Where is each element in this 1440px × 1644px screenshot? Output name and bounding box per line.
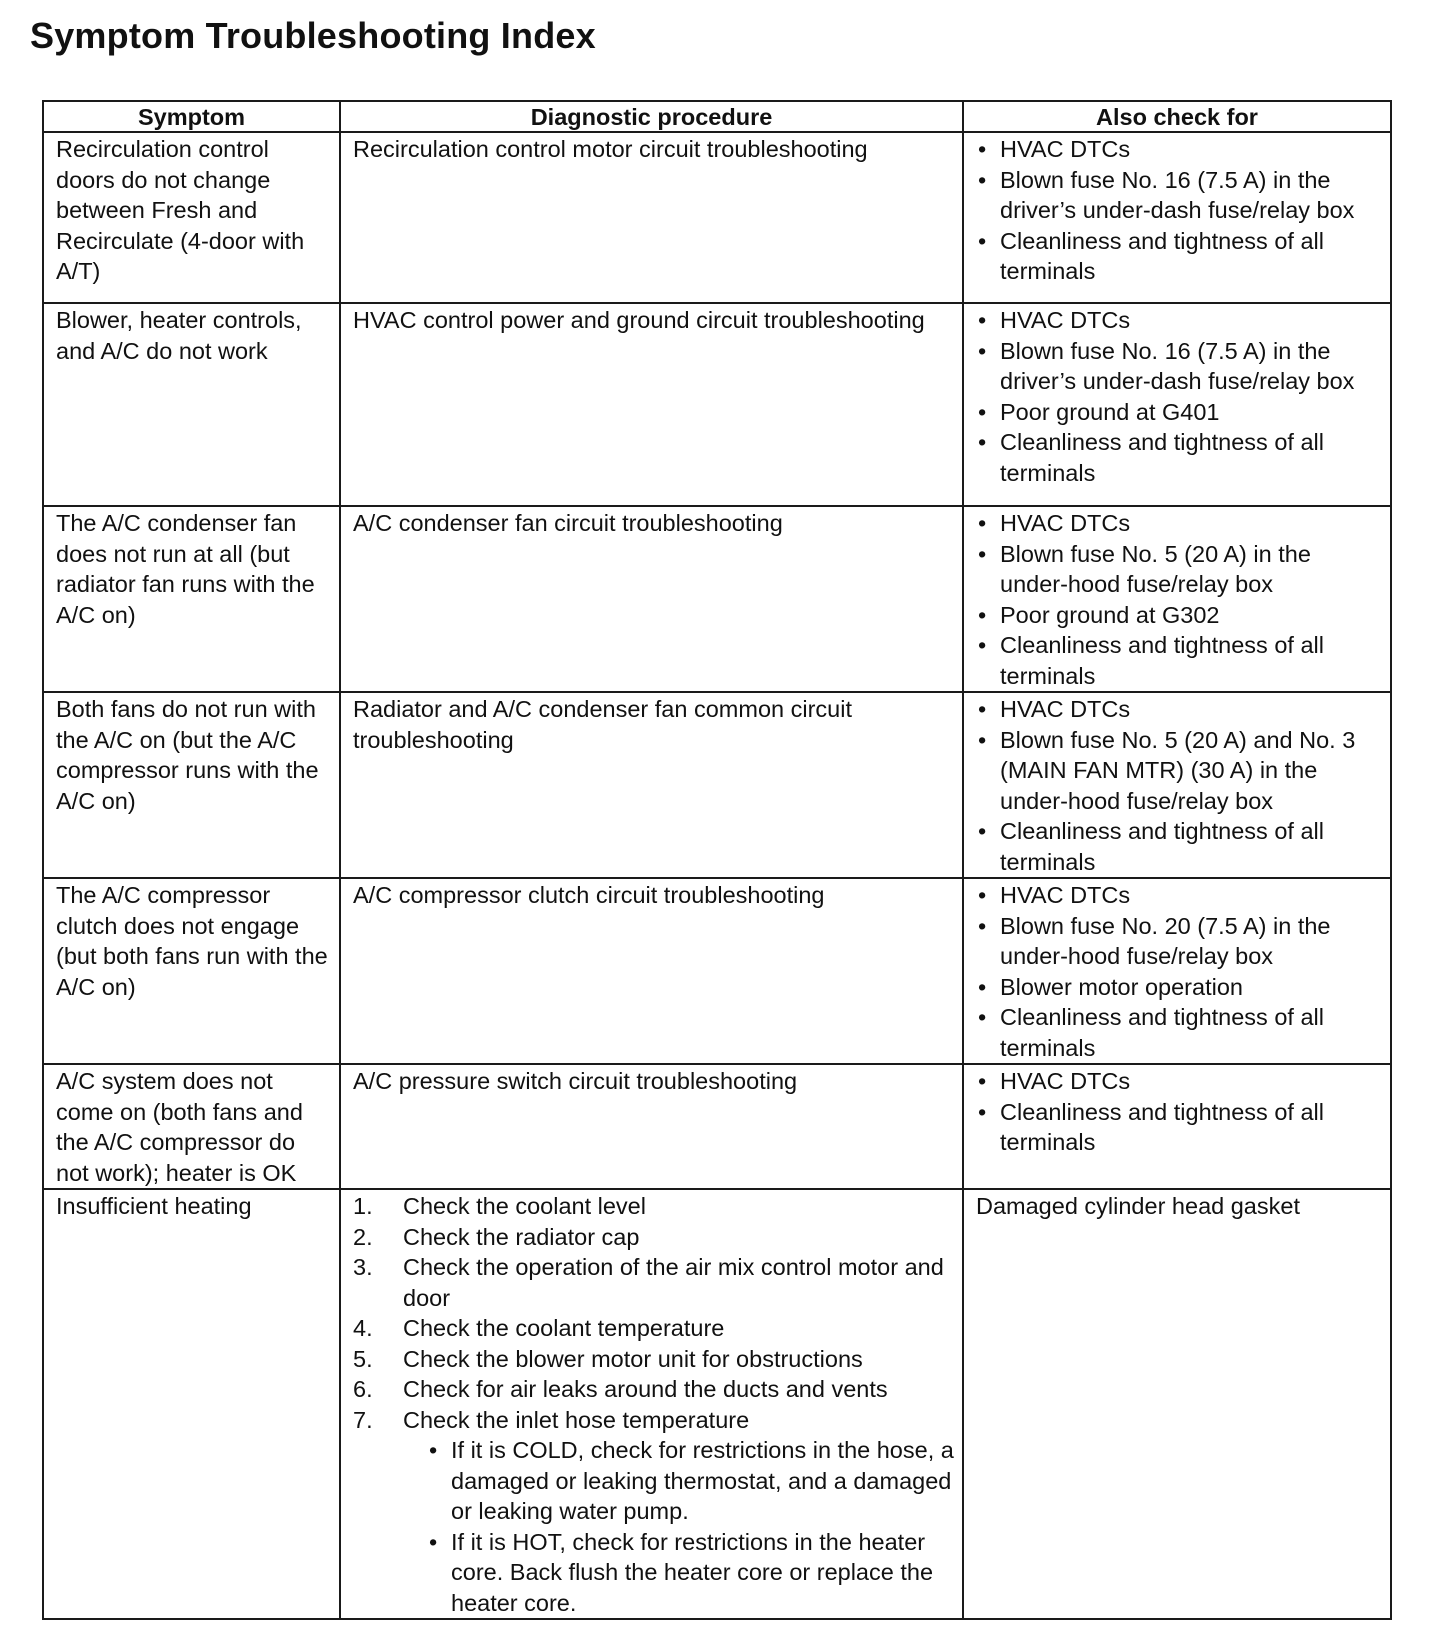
procedure-step [353,1252,954,1313]
step-number: 5. [353,1345,373,1372]
check-item: • HVAC DTCs [976,134,1382,165]
check-list [976,694,1382,877]
check-list [976,305,1382,488]
sub-step: • If it is HOT, check for restrictions in the heater core. Back flush the heater core or replace the heater core. [427,1527,954,1619]
check-item: • Poor ground at G302 [976,600,1382,631]
also-check-cell [963,1064,1391,1189]
step-number: 7. [353,1406,373,1433]
symptom-cell: The A/C condenser fan does not run at all (but radiator fan runs with the A/C on) [43,506,340,692]
check-item: • Cleanliness and tightness of all terminals [976,226,1382,287]
table-row [43,506,1391,692]
table-row [43,132,1391,303]
troubleshooting-table [42,100,1392,1620]
step-text: Check the operation of the air mix control motor and door [403,1254,944,1311]
step-text: Check the inlet hose temperature [403,1406,750,1433]
procedure-cell [340,1189,963,1619]
procedure-cell: HVAC control power and ground circuit troubleshooting [340,303,963,506]
step-text: Check the blower motor unit for obstructions [403,1345,863,1372]
step-number: 2. [353,1223,373,1250]
symptom-cell: Insufficient heating [43,1189,340,1619]
check-list [976,508,1382,691]
check-item: • HVAC DTCs [976,880,1382,911]
procedure-step [353,1222,954,1253]
symptom-cell: Recirculation control doors do not change between Fresh and Recirculate (4-door with A/T) [43,132,340,303]
also-check-cell [963,506,1391,692]
procedure-step [353,1374,954,1405]
check-item: • Cleanliness and tightness of all terminals [976,816,1382,877]
check-item: • HVAC DTCs [976,305,1382,336]
check-item: • HVAC DTCs [976,508,1382,539]
check-list [976,134,1382,287]
check-item: • Blown fuse No. 5 (20 A) and No. 3 (MAIN FAN MTR) (30 A) in the under-hood fuse/relay box [976,725,1382,817]
procedure-cell: Recirculation control motor circuit troubleshooting [340,132,963,303]
check-item: • Cleanliness and tightness of all terminals [976,630,1382,691]
sub-steps [403,1435,954,1618]
step-text: Check the radiator cap [403,1223,640,1250]
symptom-cell: The A/C compressor clutch does not engage (but both fans run with the A/C on) [43,878,340,1064]
step-text: Check the coolant level [403,1193,646,1219]
also-check-cell [963,692,1391,878]
symptom-cell: Blower, heater controls, and A/C do not work [43,303,340,506]
table-row [43,878,1391,1064]
step-number: 4. [353,1315,373,1341]
page-title: Symptom Troubleshooting Index [30,15,596,56]
also-check-cell [963,132,1391,303]
procedure-cell: A/C compressor clutch circuit troubleshooting [340,878,963,1064]
procedure-steps [353,1191,954,1618]
symptom-cell: A/C system does not come on (both fans and the A/C compressor do not work); heater is OK [43,1064,340,1189]
check-item: • Cleanliness and tightness of all terminals [976,1002,1382,1063]
step-number: 3. [353,1254,373,1280]
header-row [43,101,1391,132]
also-check-cell: Damaged cylinder head gasket [963,1189,1391,1619]
procedure-cell: Radiator and A/C condenser fan common circuit troubleshooting [340,692,963,878]
check-list [976,1066,1382,1158]
check-item: • Blown fuse No. 5 (20 A) in the under-hood fuse/relay box [976,539,1382,600]
check-item: • Blown fuse No. 20 (7.5 A) in the under-hood fuse/relay box [976,911,1382,972]
table-row [43,692,1391,878]
table-row [43,303,1391,506]
step-text: Check the coolant temperature [403,1315,725,1341]
also-check-cell [963,878,1391,1064]
header-symptom: Symptom [43,101,340,132]
step-number: 1. [353,1193,373,1219]
header-diagnostic-procedure: Diagnostic procedure [340,101,963,132]
check-item: • Blower motor operation [976,972,1382,1003]
table-body [43,132,1391,1619]
check-item: • HVAC DTCs [976,1066,1382,1097]
check-item: • Cleanliness and tightness of all terminals [976,427,1382,488]
check-item: • Blown fuse No. 16 (7.5 A) in the driver’s under-dash fuse/relay box [976,336,1382,397]
sub-step: • If it is COLD, check for restrictions in the hose, a damaged or leaking thermostat, and a damaged or leaking water pump. [427,1435,954,1527]
procedure-step [353,1313,954,1344]
check-item: • Blown fuse No. 16 (7.5 A) in the driver’s under-dash fuse/relay box [976,165,1382,226]
check-list [976,880,1382,1063]
procedure-cell: A/C condenser fan circuit troubleshooting [340,506,963,692]
table-row [43,1064,1391,1189]
check-item: • Poor ground at G401 [976,397,1382,428]
table-row [43,1189,1391,1619]
check-item: • HVAC DTCs [976,694,1382,725]
procedure-cell: A/C pressure switch circuit troubleshooting [340,1064,963,1189]
procedure-step [353,1405,954,1619]
also-check-cell [963,303,1391,506]
table-header [43,101,1391,132]
step-number: 6. [353,1376,373,1402]
symptom-cell: Both fans do not run with the A/C on (but the A/C compressor runs with the A/C on) [43,692,340,878]
step-text: Check for air leaks around the ducts and vents [403,1376,888,1402]
check-item: • Cleanliness and tightness of all terminals [976,1097,1382,1158]
procedure-step [353,1191,954,1222]
procedure-step [353,1344,954,1375]
header-also-check-for: Also check for [963,101,1391,132]
